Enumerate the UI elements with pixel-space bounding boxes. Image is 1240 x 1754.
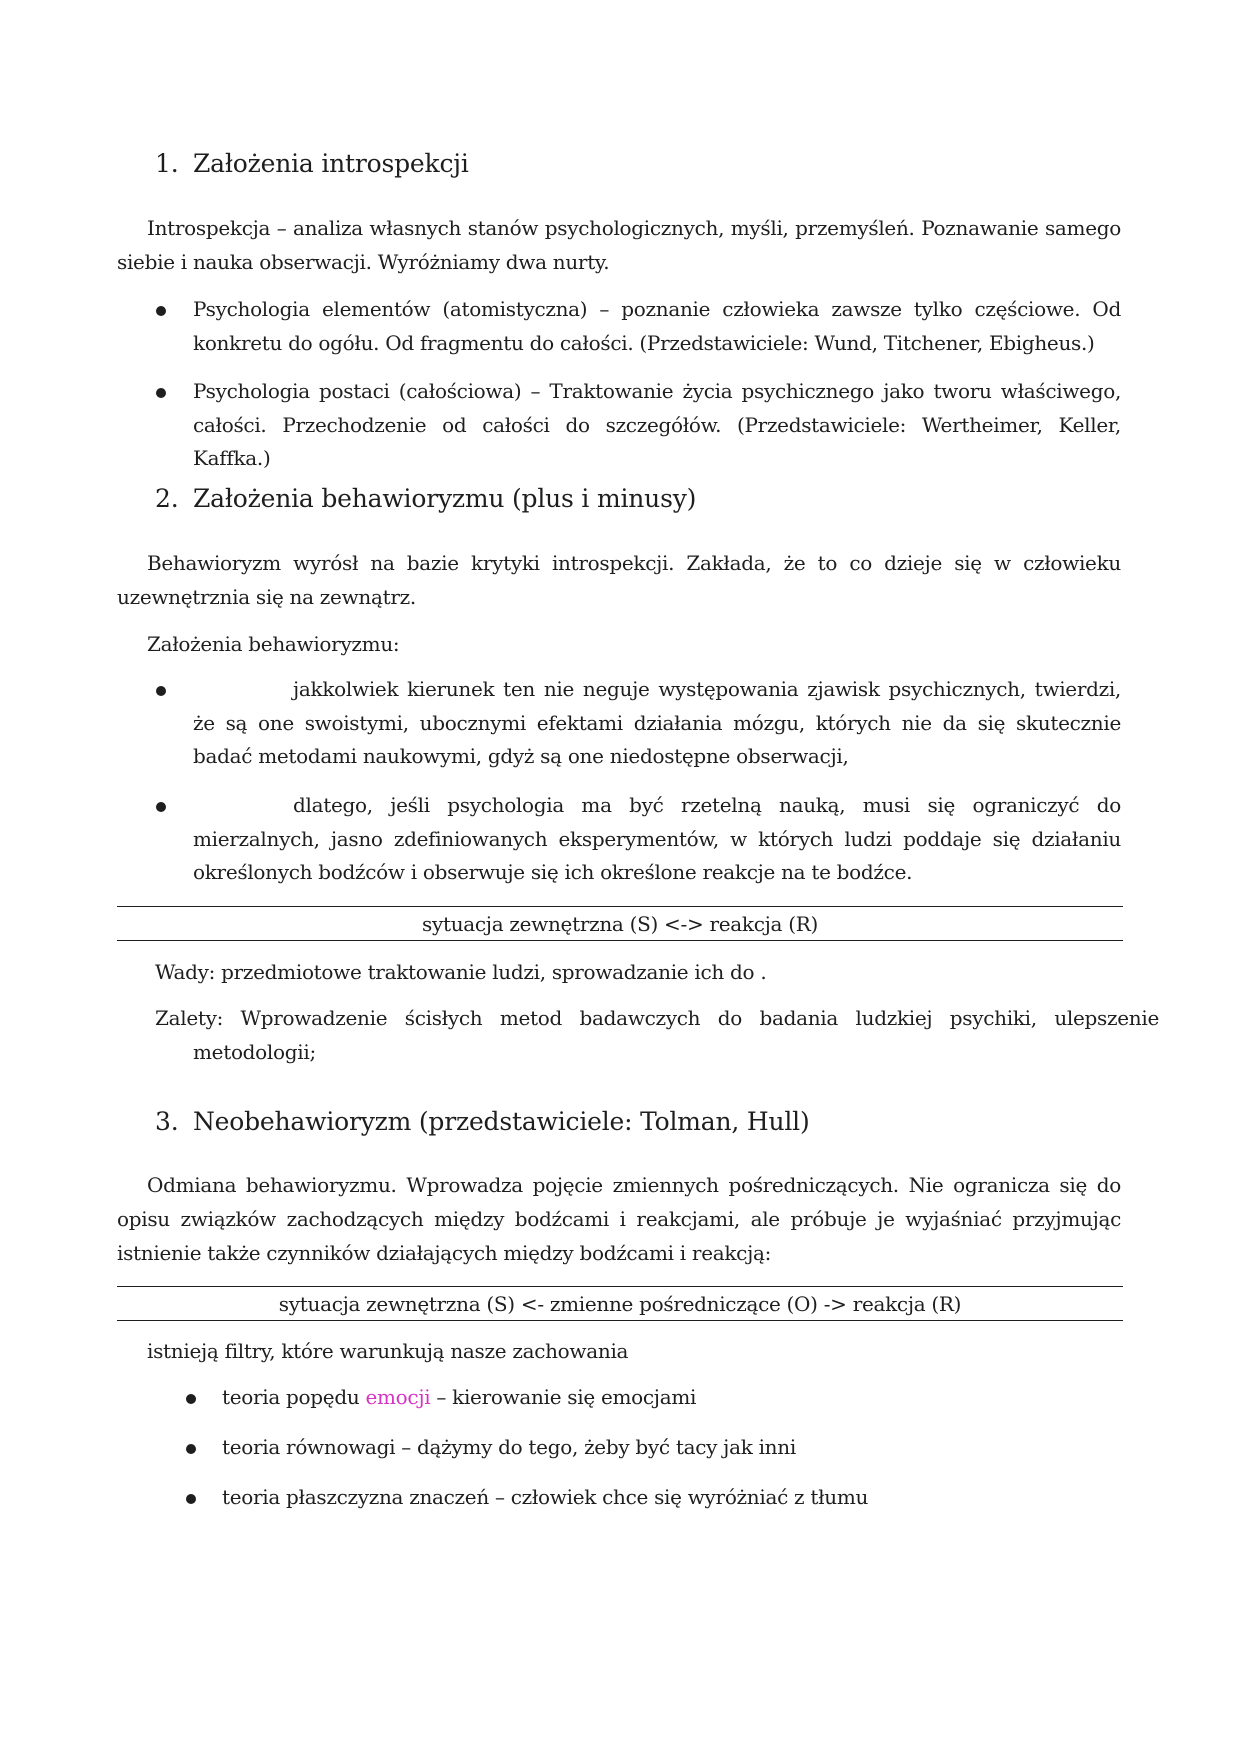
section-1-heading	[155, 148, 469, 180]
section-2-intro: Behawioryzm wyrósł na bazie krytyki introspekcji. Zakłada, że to co dzieje się w człowieku uzewnętrznia się na zewnątrz.	[117, 551, 1121, 609]
section-3-bullet-1	[222, 1381, 1102, 1415]
bullet-dot	[186, 1394, 196, 1404]
section-2-bullet-2-text: dlatego, jeśli psychologia ma być rzetelną nauką, musi się ograniczyć do mierzalnych, jasno zdefiniowanych eksperymentów, w których ludzi poddaje się działaniu określonych bodźców i obserwuje się ich określone reakcje na te bodźce.	[193, 793, 1121, 884]
section-3-formula: sytuacja zewnętrzna (S) <- zmienne pośredniczące (O) -> reakcja (R)	[278, 1292, 962, 1316]
bullet-dot	[186, 1494, 196, 1504]
section-1-number: 1.	[155, 149, 179, 178]
bullet-dot	[186, 1444, 196, 1454]
section-2-bullet-2	[193, 789, 1121, 890]
section-1-title: Założenia introspekcji	[193, 149, 469, 178]
section-3-bullet-1-post: – kierowanie się emocjami	[430, 1385, 697, 1409]
section-1-bullet-1: Psychologia elementów (atomistyczna) – poznanie człowieka zawsze tylko częściowe. Od konkretu do ogółu. Od fragmentu do całości. (Przedstawiciele: Wund, Titchener, Ebigheus.)	[193, 297, 1121, 355]
section-2-zalety: Zalety: Wprowadzenie ścisłych metod badawczych do badania ludzkiej psychiki, ulepszenie metodologii;	[155, 1006, 1159, 1064]
bullet-dot	[156, 388, 166, 398]
section-2-wady: Wady: przedmiotowe traktowanie ludzi, sprowadzanie ich do .	[155, 960, 767, 984]
emocji-link[interactable]: emocji	[365, 1385, 431, 1409]
bullet-dot	[156, 802, 166, 812]
formula-rule-bottom	[117, 1320, 1123, 1321]
section-1-bullet-2: Psychologia postaci (całościowa) – Traktowanie życia psychicznego jako tworu właściwego, całości. Przechodzenie od całości do szczegółów. (Przedstawiciele: Wertheimer, Keller, Kaffka.)	[193, 379, 1121, 470]
bullet-dot	[156, 306, 166, 316]
bullet-dot	[156, 686, 166, 696]
section-2-bullet-1-text: jakkolwiek kierunek ten nie neguje występowania zjawisk psychicznych, twierdzi, że są one swoistymi, ubocznymi efektami działania mózgu, których nie da się skutecznie badać metodami naukowymi, gdyż są one niedostępne obserwacji,	[193, 677, 1121, 768]
formula-rule-bottom	[117, 940, 1123, 941]
section-3-bullet-1-pre: teoria popędu	[222, 1385, 366, 1409]
section-3-heading	[155, 1106, 810, 1138]
section-2-heading	[155, 483, 696, 515]
formula-rule-top	[117, 906, 1123, 907]
section-3-title: Neobehawioryzm (przedstawiciele: Tolman, Hull)	[193, 1107, 810, 1136]
section-2-number: 2.	[155, 484, 179, 513]
section-2-bullet-1	[193, 673, 1121, 774]
section-3-intro: Odmiana behawioryzmu. Wprowadza pojęcie zmiennych pośredniczących. Nie ogranicza się do opisu związków zachodzących między bodźcami i reakcjami, ale próbuje je wyjaśniać przyjmując istnienie także czynników działających między bodźcami i reakcją:	[117, 1173, 1121, 1265]
formula-rule-top	[117, 1286, 1123, 1287]
section-2-formula: sytuacja zewnętrzna (S) <-> reakcja (R)	[422, 912, 818, 936]
section-3-bullet-3: teoria płaszczyzna znaczeń – człowiek chce się wyróżniać z tłumu	[222, 1485, 869, 1509]
section-2-label: Założenia behawioryzmu:	[147, 632, 400, 656]
section-3-filters: istnieją filtry, które warunkują nasze zachowania	[147, 1339, 629, 1363]
section-2-title: Założenia behawioryzmu (plus i minusy)	[193, 484, 697, 513]
section-3-bullet-2: teoria równowagi – dążymy do tego, żeby być tacy jak inni	[222, 1435, 796, 1459]
section-1-intro: Introspekcja – analiza własnych stanów psychologicznych, myśli, przemyśleń. Poznawanie samego siebie i nauka obserwacji. Wyróżniamy dwa nurty.	[117, 216, 1121, 274]
section-3-number: 3.	[155, 1107, 179, 1136]
